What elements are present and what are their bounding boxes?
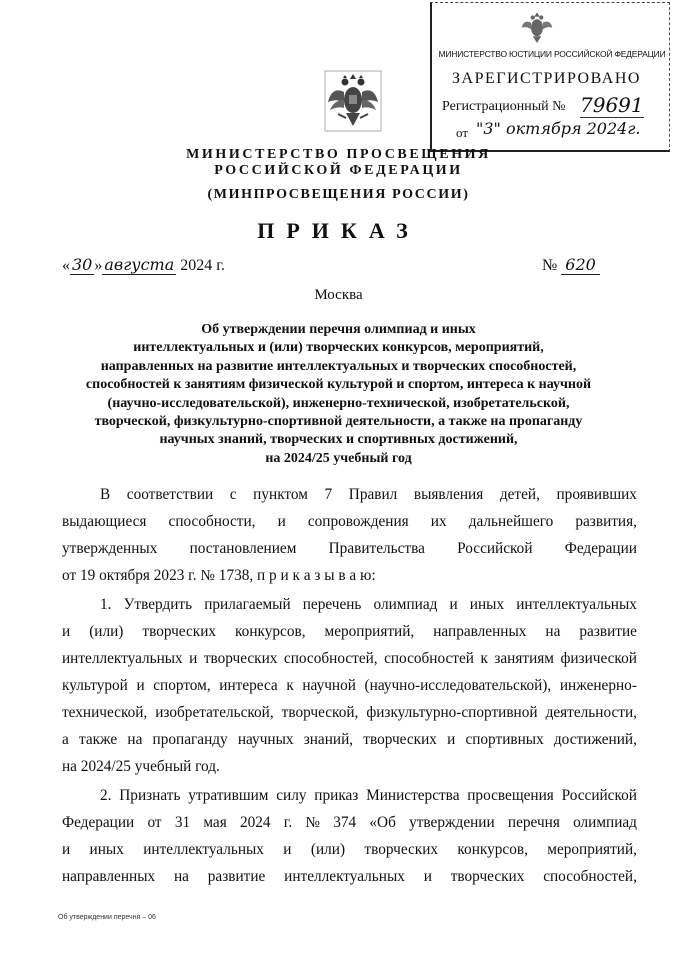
- stamp-regnum-label: Регистрационный №: [442, 99, 566, 114]
- body-line: интеллектуальных и творческих способностей, способностей к занятиям физической: [62, 650, 637, 667]
- body-line: 1. Утвердить прилагаемый перечень олимпиад и иных интеллектуальных: [100, 596, 637, 613]
- subject-line: способностей к занятиям физической культурой и спортом, интереса к научной: [85, 377, 592, 393]
- subject-line: (научно-исследовательской), инженерно-технической, изобретательской,: [107, 395, 570, 411]
- order-date: [62, 255, 225, 275]
- ministry-title-line3: (МИНПРОСВЕЩЕНИЯ РОССИИ): [207, 187, 470, 202]
- date-mid-quote: »: [94, 257, 103, 274]
- stamp-eagle-icon: [520, 9, 554, 45]
- order-year: 2024 г.: [180, 257, 226, 274]
- body-line: и иных интеллектуальных и (или) творческих конкурсов, мероприятий,: [62, 841, 637, 858]
- body-line: технической, изобретательской, творческой, физкультурно-спортивной деятельности,: [62, 704, 637, 721]
- body-line: от 19 октября 2023 г. № 1738, п р и к а з ы в а ю:: [62, 567, 376, 584]
- date-open-quote: «: [62, 257, 70, 274]
- subject-line: направленных на развитие интеллектуальных и творческих способностей,: [100, 358, 577, 374]
- body-line: а также на пропаганду научных знаний, творческих и спортивных достижений,: [62, 731, 637, 748]
- subject-line: Об утверждении перечня олимпиад и иных: [201, 322, 476, 337]
- paragraph-item-2: [62, 782, 637, 890]
- order-city: Москва: [314, 287, 363, 303]
- order-title: ПРИКАЗ: [257, 218, 420, 243]
- body-line: утвержденных постановлением Правительства Российской Федерации: [62, 540, 637, 557]
- order-month: августа: [104, 255, 175, 274]
- ministry-title-line2: РОССИЙСКОЙ ФЕДЕРАЦИИ: [214, 163, 463, 178]
- subject-line: творческой, физкультурно-спортивной деятельности, а также на пропаганду: [94, 414, 583, 430]
- stamp-ministry: МИНИСТЕРСТВО ЮСТИЦИИ РОССИЙСКОЙ ФЕДЕРАЦИИ: [438, 49, 666, 59]
- paragraph-item-1: [62, 591, 637, 780]
- body-line: Федерации от 31 мая 2024 г. № 374 «Об утверждении перечня олимпиад: [62, 814, 637, 831]
- body-line: направленных на развитие интеллектуальных и творческих способностей,: [62, 868, 637, 885]
- page-footer: Об утверждении перечня – 06: [58, 914, 156, 921]
- registration-stamp: [430, 2, 670, 152]
- subject-line: интеллектуальных и (или) творческих конкурсов, мероприятий,: [133, 340, 544, 356]
- stamp-registered: ЗАРЕГИСТРИРОВАНО: [452, 70, 641, 87]
- order-number: [542, 255, 600, 275]
- body-line: на 2024/25 учебный год.: [62, 758, 220, 775]
- order-day: 30: [72, 255, 93, 274]
- subject-line: на 2024/25 учебный год: [265, 450, 412, 466]
- stamp-regnum-value: 79691: [580, 93, 644, 117]
- stamp-date-value: "3" октября 2024г.: [476, 119, 641, 138]
- order-number-label: №: [542, 257, 558, 274]
- stamp-date-label: от: [456, 125, 469, 140]
- body-line: культурой и спортом, интереса к научной (научно-исследовательской), инженерно-: [62, 677, 637, 694]
- body-line: выдающиеся способности, и сопровождения их дальнейшего развития,: [62, 513, 637, 530]
- order-number-value: 620: [561, 255, 600, 275]
- body-line: и (или) творческих конкурсов, мероприятий, направленных на развитие: [62, 623, 637, 640]
- ministry-title-line1: МИНИСТЕРСТВО ПРОСВЕЩЕНИЯ: [186, 147, 491, 162]
- body-line: В соответствии с пунктом 7 Правил выявления детей, проявивших: [100, 486, 637, 503]
- paragraph-preamble: [62, 481, 637, 589]
- subject-line: научных знаний, творческих и спортивных достижений,: [159, 432, 518, 448]
- russian-coat-of-arms-icon: [324, 70, 382, 132]
- order-subject: [40, 321, 637, 468]
- body-line: 2. Признать утратившим силу приказ Министерства просвещения Российской: [100, 787, 637, 804]
